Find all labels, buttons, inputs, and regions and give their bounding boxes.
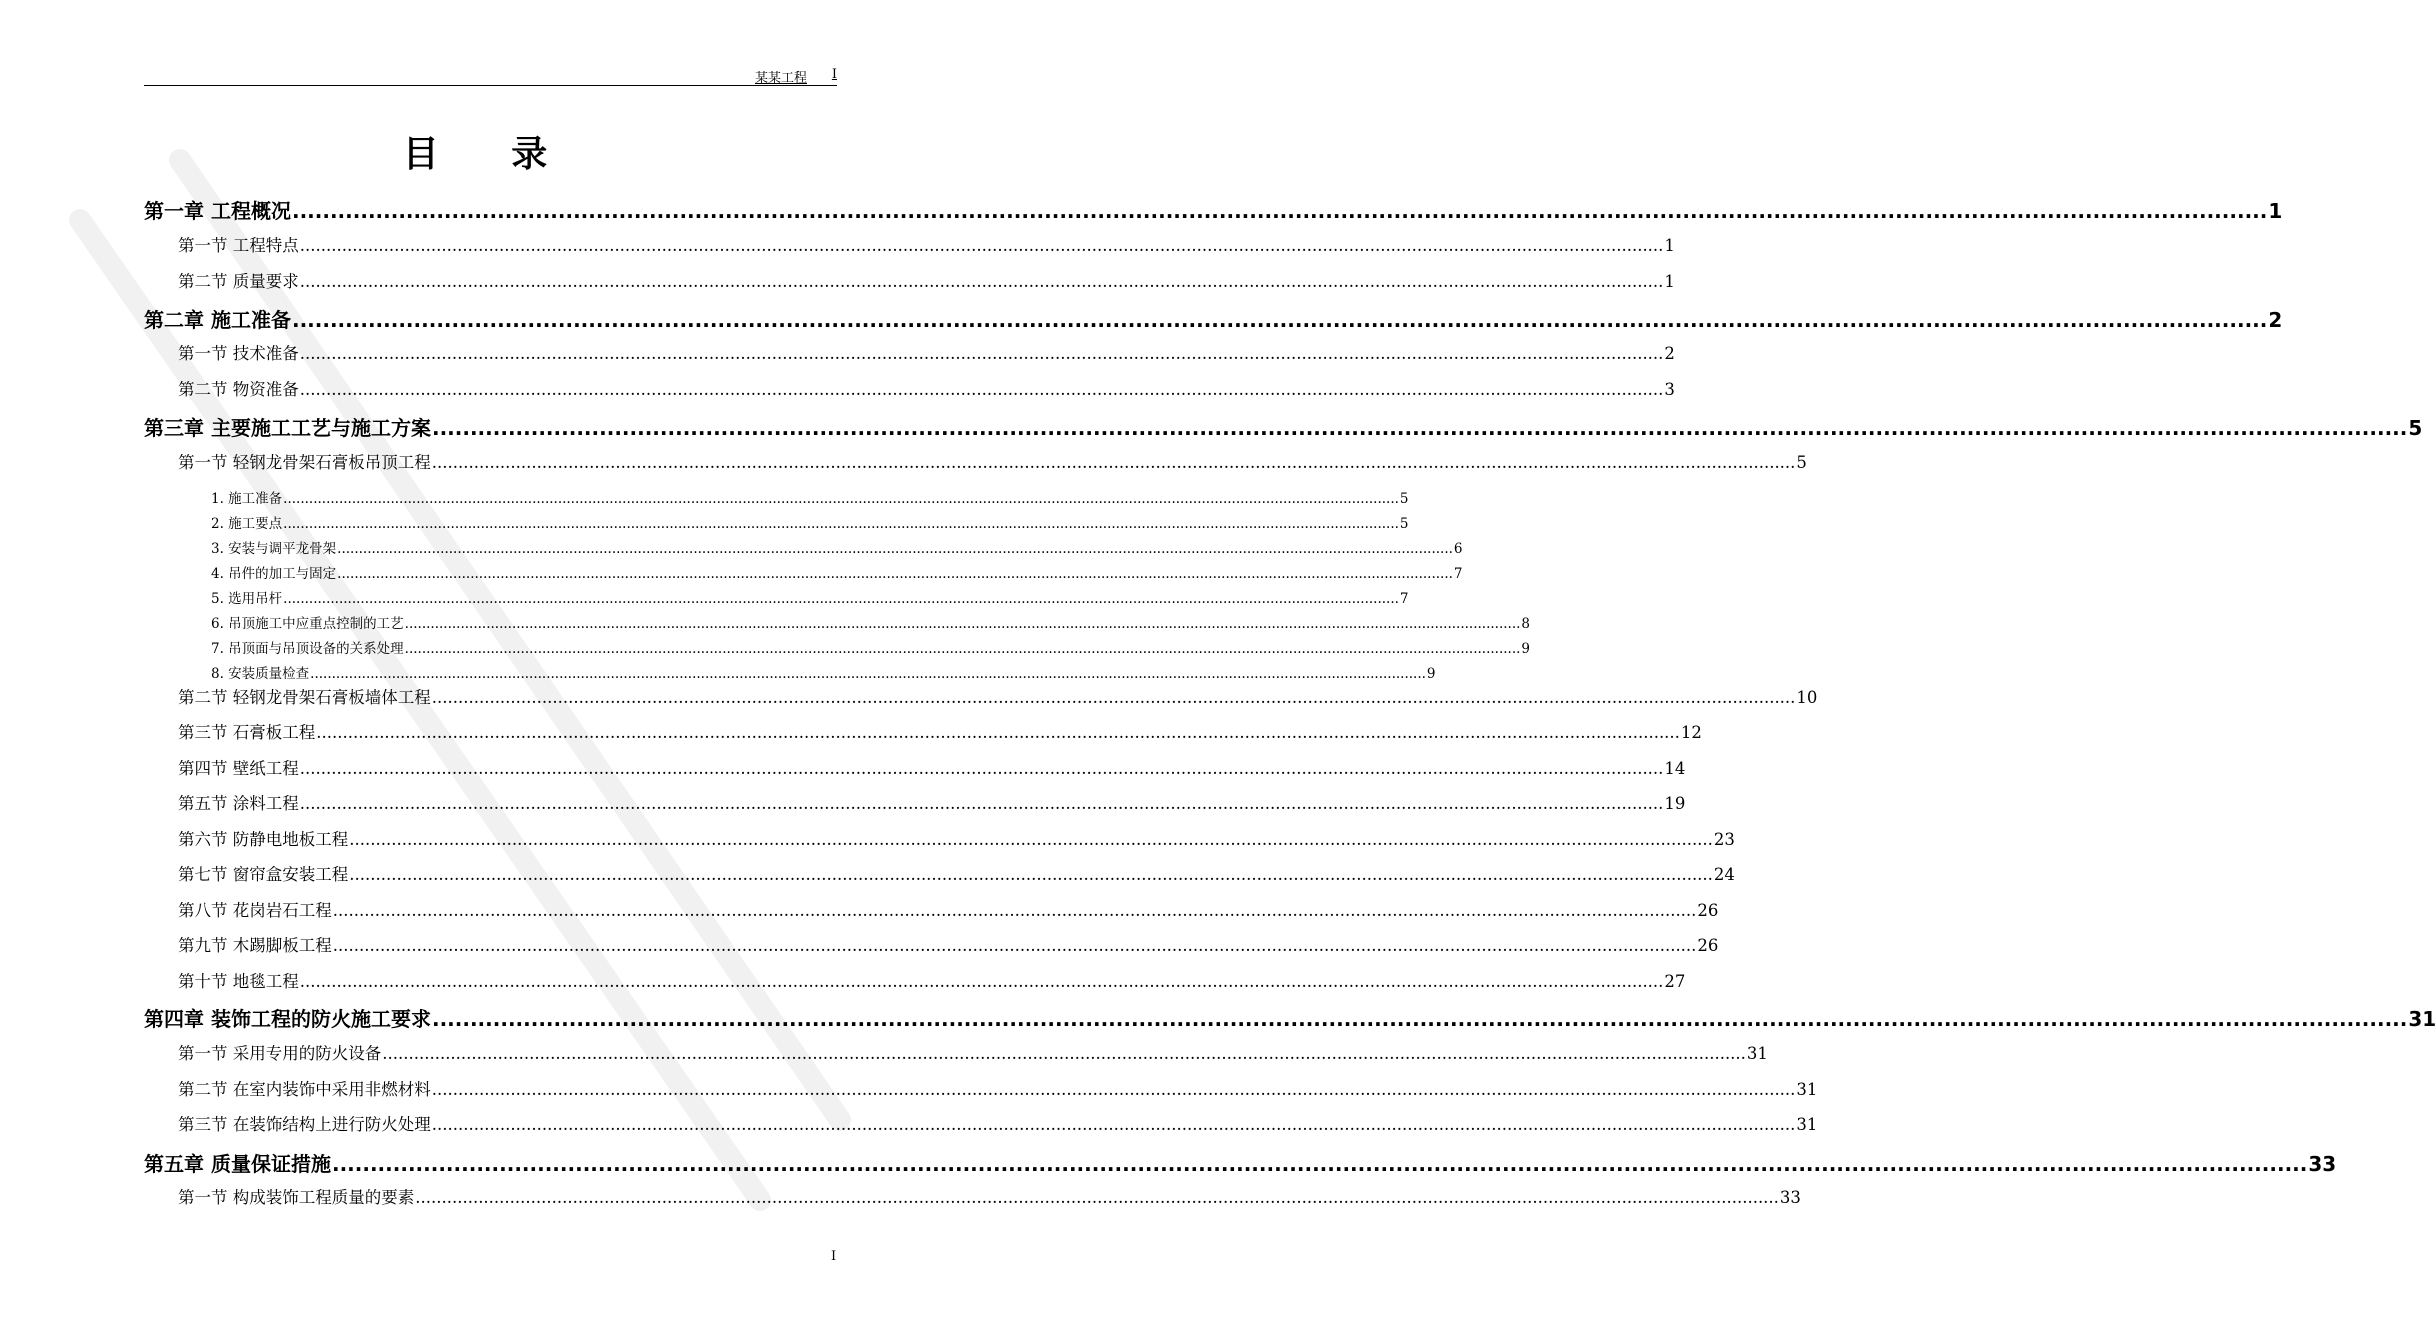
toc-entry-title: 第五节 涂料工程 [178,794,299,813]
toc-dot-leader: .................................................................................................................................................................................................................................................................... [332,936,1697,955]
toc-entry-title: 第一章 工程概况 [144,199,291,223]
toc-page-number: 26 [1697,901,1719,920]
toc-subsection-row[interactable] [211,512,1409,532]
toc-dot-leader: .................................................................................................................................................................................................................................................................... [299,344,1664,363]
toc-dot-leader: .................................................................................................................................................................................................................................................................... [283,491,1399,507]
toc-dot-leader: .................................................................................................................................................................................................................................................................... [332,901,1697,920]
toc-page-number: 10 [1796,688,1818,707]
toc-entry-title: 第一节 采用专用的防火设备 [178,1044,382,1063]
toc-dot-leader: .................................................................................................................................................................................................................................................................... [299,380,1664,399]
toc-dot-leader: .................................................................................................................................................................................................................................................................... [431,416,2408,440]
toc-dot-leader: .................................................................................................................................................................................................................................................................... [431,688,1796,707]
toc-section-row[interactable] [178,1040,1768,1064]
toc-title: 目 录 [402,134,578,175]
toc-page-number: 14 [1664,759,1686,778]
toc-entry-title: 3. 安装与调平龙骨架 [211,541,337,557]
toc-section-row[interactable] [178,340,1675,364]
toc-entry-title: 第三章 主要施工工艺与施工方案 [144,416,431,440]
toc-dot-leader: .................................................................................................................................................................................................................................................................... [404,641,1521,657]
toc-section-row[interactable] [178,790,1686,814]
toc-entry-title: 4. 吊件的加工与固定 [211,566,337,582]
toc-dot-leader: .................................................................................................................................................................................................................................................................... [299,236,1664,255]
toc-subsection-row[interactable] [211,587,1409,607]
toc-dot-leader: .................................................................................................................................................................................................................................................................... [349,865,1713,884]
toc-dot-leader: .................................................................................................................................................................................................................................................................... [291,199,2268,223]
toc-page-number: 31 [1796,1080,1818,1099]
toc-entry-title: 6. 吊顶施工中应重点控制的工艺 [211,616,404,632]
toc-entry-title: 第四节 壁纸工程 [178,759,299,778]
toc-page-number: 1 [2268,199,2283,223]
toc-chapter-row[interactable] [144,195,2283,224]
toc-dot-leader: .................................................................................................................................................................................................................................................................... [316,723,1680,742]
toc-page-number: 7 [1453,566,1463,582]
toc-subsection-row[interactable] [211,637,1530,657]
toc-page-number: 5 [2408,416,2423,440]
toc-chapter-row[interactable] [144,1003,2436,1032]
toc-section-row[interactable] [178,232,1675,256]
toc-page-number: 23 [1713,830,1735,849]
toc-page-number: 2 [1664,344,1675,363]
toc-dot-leader: .................................................................................................................................................................................................................................................................... [299,272,1664,291]
toc-entry-title: 第二节 轻钢龙骨架石膏板墙体工程 [178,688,431,707]
toc-page-number: 9 [1426,666,1436,682]
toc-entry-title: 8. 安装质量检查 [211,666,310,682]
toc-section-row[interactable] [178,826,1735,850]
toc-page-number: 19 [1664,794,1686,813]
toc-entry-title: 第五章 质量保证措施 [144,1152,331,1176]
toc-section-row[interactable] [178,1184,1801,1208]
toc-page-number: 7 [1399,591,1409,607]
toc-page-number: 33 [1779,1188,1801,1207]
toc-dot-leader: .................................................................................................................................................................................................................................................................... [337,566,1453,582]
toc-section-row[interactable] [178,376,1675,400]
toc-page-number: 27 [1664,972,1686,991]
toc-dot-leader: .................................................................................................................................................................................................................................................................... [299,972,1664,991]
toc-section-row[interactable] [178,897,1719,921]
toc-section-row[interactable] [178,719,1702,743]
toc-dot-leader: .................................................................................................................................................................................................................................................................... [415,1188,1779,1207]
toc-entry-title: 第二节 在室内装饰中采用非燃材料 [178,1080,431,1099]
toc-entry-title: 5. 选用吊杆 [211,591,283,607]
toc-subsection-row[interactable] [211,662,1436,682]
toc-dot-leader: .................................................................................................................................................................................................................................................................... [431,453,1796,472]
toc-page-number: 5 [1796,453,1807,472]
toc-dot-leader: .................................................................................................................................................................................................................................................................... [310,666,1426,682]
toc-section-row[interactable] [178,268,1675,292]
toc-entry-title: 第一节 技术准备 [178,344,299,363]
toc-page-number: 31 [2408,1007,2436,1031]
toc-entry-title: 第三节 石膏板工程 [178,723,316,742]
header-page-number: I [831,67,837,82]
toc-subsection-row[interactable] [211,487,1409,507]
toc-entry-title: 第一节 构成装饰工程质量的要素 [178,1188,415,1207]
toc-page-number: 31 [1796,1115,1818,1134]
header-project-name: 某某工程 [754,71,807,86]
toc-dot-leader: .................................................................................................................................................................................................................................................................... [291,308,2268,332]
toc-dot-leader: .................................................................................................................................................................................................................................................................... [431,1080,1796,1099]
toc-dot-leader: .................................................................................................................................................................................................................................................................... [283,591,1399,607]
toc-section-row[interactable] [178,1076,1818,1100]
toc-section-row[interactable] [178,684,1818,708]
toc-entry-title: 1. 施工准备 [211,491,283,507]
toc-page-number: 1 [1664,236,1675,255]
toc-dot-leader: .................................................................................................................................................................................................................................................................... [349,830,1713,849]
toc-page-number: 12 [1680,723,1702,742]
toc-entry-title: 第六节 防静电地板工程 [178,830,349,849]
toc-entry-title: 第一节 工程特点 [178,236,299,255]
toc-page-number: 5 [1399,491,1409,507]
toc-page-number: 8 [1521,616,1530,632]
toc-entry-title: 第二章 施工准备 [144,308,291,332]
toc-dot-leader: .................................................................................................................................................................................................................................................................... [382,1044,1746,1063]
toc-dot-leader: .................................................................................................................................................................................................................................................................... [404,616,1521,632]
toc-page-number: 33 [2308,1152,2337,1176]
toc-page-number: 1 [1664,272,1675,291]
toc-page-number: 2 [2268,308,2283,332]
toc-entry-title: 7. 吊顶面与吊顶设备的关系处理 [211,641,404,657]
toc-subsection-row[interactable] [211,537,1463,557]
toc-section-row[interactable] [178,861,1735,885]
toc-entry-title: 第二节 物资准备 [178,380,299,399]
toc-entry-title: 第七节 窗帘盒安装工程 [178,865,349,884]
toc-entry-title: 第一节 轻钢龙骨架石膏板吊顶工程 [178,453,431,472]
toc-dot-leader: .................................................................................................................................................................................................................................................................... [283,516,1399,532]
toc-entry-title: 第四章 装饰工程的防火施工要求 [144,1007,431,1031]
toc-subsection-row[interactable] [211,562,1463,582]
toc-dot-leader: .................................................................................................................................................................................................................................................................... [431,1115,1796,1134]
toc-chapter-row[interactable] [144,1148,2337,1177]
toc-section-row[interactable] [178,449,1807,473]
toc-page-number: 31 [1746,1044,1768,1063]
toc-dot-leader: .................................................................................................................................................................................................................................................................... [431,1007,2408,1031]
toc-dot-leader: .................................................................................................................................................................................................................................................................... [299,759,1664,778]
toc-entry-title: 第九节 木踢脚板工程 [178,936,332,955]
toc-section-row[interactable] [178,755,1686,779]
toc-dot-leader: .................................................................................................................................................................................................................................................................... [337,541,1453,557]
toc-entry-title: 第三节 在装饰结构上进行防火处理 [178,1115,431,1134]
toc-page-number: 9 [1521,641,1530,657]
toc-entry-title: 2. 施工要点 [211,516,283,532]
toc-entry-title: 第八节 花岗岩石工程 [178,901,332,920]
toc-chapter-row[interactable] [144,304,2283,333]
toc-dot-leader: .................................................................................................................................................................................................................................................................... [299,794,1664,813]
toc-entry-title: 第二节 质量要求 [178,272,299,291]
toc-section-row[interactable] [178,1111,1818,1135]
toc-dot-leader: .................................................................................................................................................................................................................................................................... [331,1152,2308,1176]
toc-chapter-row[interactable] [144,412,2423,441]
toc-entry-title: 第十节 地毯工程 [178,972,299,991]
toc-section-row[interactable] [178,932,1719,956]
toc-page-number: 26 [1697,936,1719,955]
toc-section-row[interactable] [178,968,1686,992]
toc-page-number: 24 [1713,865,1735,884]
footer-page-number: I [831,1249,837,1264]
toc-page-number: 5 [1399,516,1409,532]
toc-page-number: 3 [1664,380,1675,399]
toc-subsection-row[interactable] [211,612,1530,632]
toc-page-number: 6 [1453,541,1463,557]
